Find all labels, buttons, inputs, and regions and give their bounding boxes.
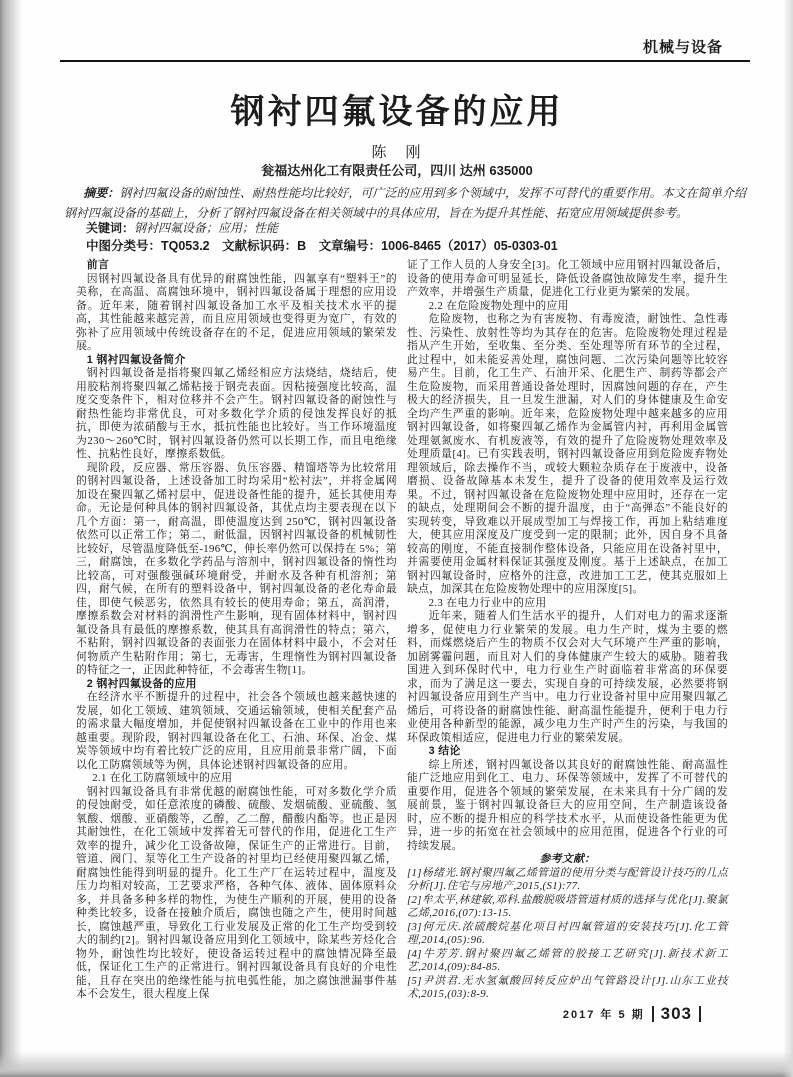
section-heading: 1 钢衬四氟设备简介: [86, 353, 186, 366]
reference-item: [2]牟太平,林建敏,邓科.盐酸脱吸塔管道材质的选择与优化[J].聚氯乙烯,2016,(07):13-15.: [407, 893, 728, 919]
keywords-line: [64, 219, 746, 236]
section-heading: 2 钢衬四氟设备的应用: [86, 677, 197, 690]
journal-section-label: 机械与设备: [642, 39, 723, 56]
classification-line: 中图分类号：TQ053.2 文献标识码：B 文章编号：1006-8465（2017）05-0303-01: [86, 239, 558, 253]
paragraph-continuation: 证了工作人员的人身安全[3]。化工领域中应用钢衬四氟设备后，设备的使用寿命可明显延长，降低设备腐蚀故障发生率，提升生产效率，并增强生产质量，促进化工行业更为繁荣的发展。: [407, 259, 728, 298]
scan-shadow-right: [783, 0, 793, 1077]
article-body: [76, 259, 728, 1002]
subsection-heading: 2.2 在危险废物处理中的应用: [428, 299, 569, 312]
footer-divider: [699, 1006, 701, 1022]
reference-item: [3]何元庆.浓硫酸烷基化项目衬四氟管道的安装技巧[J].化工管理,2014,(05):96.: [407, 920, 728, 946]
keywords-text: 钢衬四氟设备；应用；性能: [134, 221, 279, 235]
paragraph: 钢衬四氟设备是指将聚四氟乙烯经相应方法烧结，烧结后，使用胶粘剂将聚四氟乙烯粘接于钢壳表面。因粘接强度比较高，温度交变条件下，相对位移并不会产生。钢衬四氟设备的耐蚀性与耐热性能均非常优良，可对多数化学介质的侵蚀发挥良好的抵抗，即使为浓硝酸与王水，抵抗性能也比较好。当工作环境温度为230～260℃时，钢衬四氟设备仍然可以长期工作，而且电绝缘性、抗粘性良好，摩擦系数低。: [76, 367, 397, 460]
reference-item: [1]杨绪光.钢衬聚四氟乙烯管道的使用分类与配管设计技巧的几点分析[J].住宅与房地产,2015,(S1):77.: [407, 866, 728, 892]
abstract-label: 摘要：: [83, 186, 120, 200]
paragraph: 钢衬四氟设备具有非常优越的耐腐蚀性能，可对多数化学介质的侵蚀耐受，如任意浓度的磷酸、硫酸、发烟硫酸、亚硫酸、氢氧酸、烟酸、亚硝酸等，乙醇，乙二醇，醋酸内酯等。也正是因其耐蚀性，在化工领域中发挥着无可替代的作用，促进化工生产效率的提升，减少化工设备故障，保证生产的正常进行。目前，管道、阀门、泵等化工生产设备的衬里均已经使用聚四氟乙烯，耐腐蚀性能得到明显的提升。化工生产厂在运转过程中，温度及压力均相对较高，工艺要求严格，各种气体、液体、固体原料众多，并具备多种多样的物性，为使生产顺利的开展，使用的设备种类比较多，设备在接触介质后，腐蚀也随之产生，使用时间越长，腐蚀越严重，导致化工行业发展及正常的化工生产均受到较大的制约[2]。钢衬四氟设备应用到化工领域中，除某些芳烃化合物外，耐蚀性均比较好，使设备运转过程中的腐蚀情况降至最低，保证化工生产的正常进行。钢衬四氟设备具有良好的介电性能，且存在突出的绝缘性能与抗电弧性能，加之腐蚀泄漏事件基本不会发生，很大程度上保: [76, 785, 397, 1000]
page-number: 303: [660, 1004, 692, 1023]
paragraph: 综上所述，钢衬四氟设备以其良好的耐腐蚀性能、耐高温性能广泛地应用到化工、电力、环保等领域中，发挥了不可替代的重要作用，促进各个领域的繁荣发展，在未来具有十分广阔的发展前景，鉴于钢衬四氟设备巨大的应用空间，生产制造该设备时，应不断的提升相应的科学技术水平，从而使设备性能更为优异，进一步的拓宽在社会领域中的应用范围，促进各个行业的可持续发展。: [407, 758, 728, 852]
paragraph: 危险废物，也称之为有害废物、有毒废渣，耐蚀性、急性毒性、污染性、放射性等均为其存在的危害。危险废物处理过程是指从产生开始，至收集、至分类、至处理等所有环节的全过程，此过程中，如未能妥善处理，腐蚀问题、二次污染问题等比较容易产生。目前，化工生产、石油开采、化肥生产、制药等都会产生危险废物，而采用普通设备处理时，因腐蚀问题的存在，产生极大的经济损失，且一旦发生泄漏，对人们的身体健康及生命安全均产生严重的影响。近年来，危险废物处理中越来越多的应用钢衬四氟设备，如将聚四氟乙烯作为金属管内衬，再利用金属管处理氨氮废水、有机废液等，有效的提升了危险废物处理效率及处理质量[4]。已有实践表明，钢衬四氟设备应用到危险废弃物处理领域后，除去操作不当，或较大颗粒杂质存在于废液中，设备磨损、设备故障基本未发生，提升了设备的使用效率及运行效果。不过，钢衬四氟设备在危险废物处理中应用时，还存在一定的缺点，处理期间会不断的提升温度，由于“高弹态”不能良好的实现转变，导致难以开展成型加工与焊接工作，再加上粘结难度大，使其应用深度及广度受到一定的限制；此外，因自身不具备较高的刚度，不能直接制作整体设备，只能应用在设备衬里中，并需要使用金属材料保证其强度及刚度。基于上述缺点，在加工钢衬四氟设备时，应格外的注意，改进加工工艺，使其克服如上缺点，加深其在危险废物处理中的应用深度[5]。: [407, 313, 728, 595]
references-heading: 参考文献：: [539, 853, 596, 865]
scan-shadow-left: [0, 0, 22, 1077]
paragraph: 现阶段，反应器、常压容器、负压容器、精馏塔等为比较常用的钢衬四氟设备，上述设备加工时均采用“松衬法”，并将金属网加设在聚四氟乙烯衬层中，促进设备性能的提升，延长其使用寿命。无论是何种具体的钢衬四氟设备，其优点均主要表现在以下几个方面：第一，耐高温，即使温度达到 250℃，钢衬四氟设备依然可以正常工作；第二，耐低温，因钢衬四氟设备的机械韧性比较好，尽管温度降低至-196℃，伸长率仍然可以保持在 5%；第三，耐腐蚀，在多数化学药品与溶剂中，钢衬四氟设备的惰性均比较高，可对强酸强碱环境耐受，并耐水及各种有机溶剂；第四，耐气候，在所有的塑料设备中，钢衬四氟设备的老化寿命最佳，即使气候恶劣，依然具有较长的使用寿命；第五，高润滑，摩擦系数会对材料的润滑性产生影响，现有固体材料中，钢衬四氟设备具有最低的摩擦系数，使其具有高润滑性的特点；第六，不粘附，钢衬四氟设备的表面张力在固体材料中最小，不会对任何物质产生粘附作用；第七，无毒害，生理惰性为钢衬四氟设备的特征之一，正因此种特征，不会毒害生物[1]。: [76, 461, 397, 676]
reference-item: [5]尹洪君.无水氢氟酸回转反应炉出气管路设计[J].山东工业技术,2015,(03):8-9.: [407, 974, 728, 1000]
scan-shadow-bottom: [0, 1051, 793, 1077]
subsection-heading: 2.1 在化工防腐领域中的应用: [92, 772, 233, 784]
article-title: 钢衬四氟设备的应用: [230, 93, 564, 131]
right-column: [407, 259, 728, 1002]
abstract: [64, 183, 746, 223]
keywords-label: 关键词：: [86, 221, 135, 235]
left-column: [76, 259, 397, 1002]
issue-label: 2017 年 5 期: [562, 1009, 645, 1021]
section-heading: 前言: [86, 259, 110, 271]
author-name: 陈 刚: [371, 145, 423, 161]
paragraph: 在经济水平不断提升的过程中，社会各个领域也越来越快速的发展，如化工领域、建筑领域、交通运输领域，使相关配套产品的需求量大幅度增加，并促使钢衬四氟设备在工业中的作用也来越重要。现阶段，钢衬四氟设备在化工、石油、环保、冶金、煤炭等领域中均有着比较广泛的应用，且应用前景非常广阔，下面以化工防腐领域等为例，具体论述钢衬四氟设备的应用。: [76, 691, 397, 771]
paragraph: 因钢衬四氟设备具有优异的耐腐蚀性能，四氟享有“塑料王”的美称，在高温、高腐蚀环境中，钢衬四氟设备属于理想的应用设备。近年来，随着钢衬四氟设备加工水平及相关技术水平的提高，其性能越来越完善，而且应用领域也变得更为宽广，有效的弥补了应用领域中传统设备存在的不足，促进应用领域的繁荣发展。: [76, 272, 397, 352]
author-affiliation: 瓮福达州化工有限责任公司，四川 达州 635000: [261, 163, 533, 178]
paragraph: 近年来，随着人们生活水平的提升，人们对电力的需求逐渐增多，促使电力行业繁荣的发展。电力生产时，煤为主要的燃料，而煤燃烧后产生的物质不仅会对大气环境产生严重的影响，加剧雾霾问题，而且对人们的身体健康产生较大的威胁。随着我国进入到环保时代中，电力行业生产时面临着非常高的环保要求，而为了满足这一要去，实现自身的可持续发展，必然要将钢衬四氟设备应用到生产当中。电力行业设备衬里中应用聚四氟乙烯后，可将设备的耐腐蚀性能、耐高温性能提升，便利于电力行业使用各种新型的能源，减少电力生产时产生的污染，与我国的环保政策相适应，促进电力行业的繁荣发展。: [407, 610, 728, 744]
footer-divider: [652, 1006, 654, 1022]
section-heading: 3 结论: [428, 745, 461, 757]
page-footer: [563, 1004, 701, 1024]
abstract-text: 钢衬四氟设备的耐蚀性、耐热性能均比较好，可广泛的应用到多个领域中，发挥不可替代的重要作用。本文在简单介绍钢衬四氟设备的基础上，分析了钢衬四氟设备在相关领域中的具体应用，旨在为提升其性能、拓宽应用领域提供参考。: [64, 186, 746, 220]
subsection-heading: 2.3 在电力行业中的应用: [428, 596, 547, 609]
reference-item: [4]牛芳芳.钢衬聚四氟乙烯管的胶接工艺研究[J].新技术新工艺,2014,(09):84-85.: [407, 947, 728, 973]
header-rule: [60, 60, 750, 62]
